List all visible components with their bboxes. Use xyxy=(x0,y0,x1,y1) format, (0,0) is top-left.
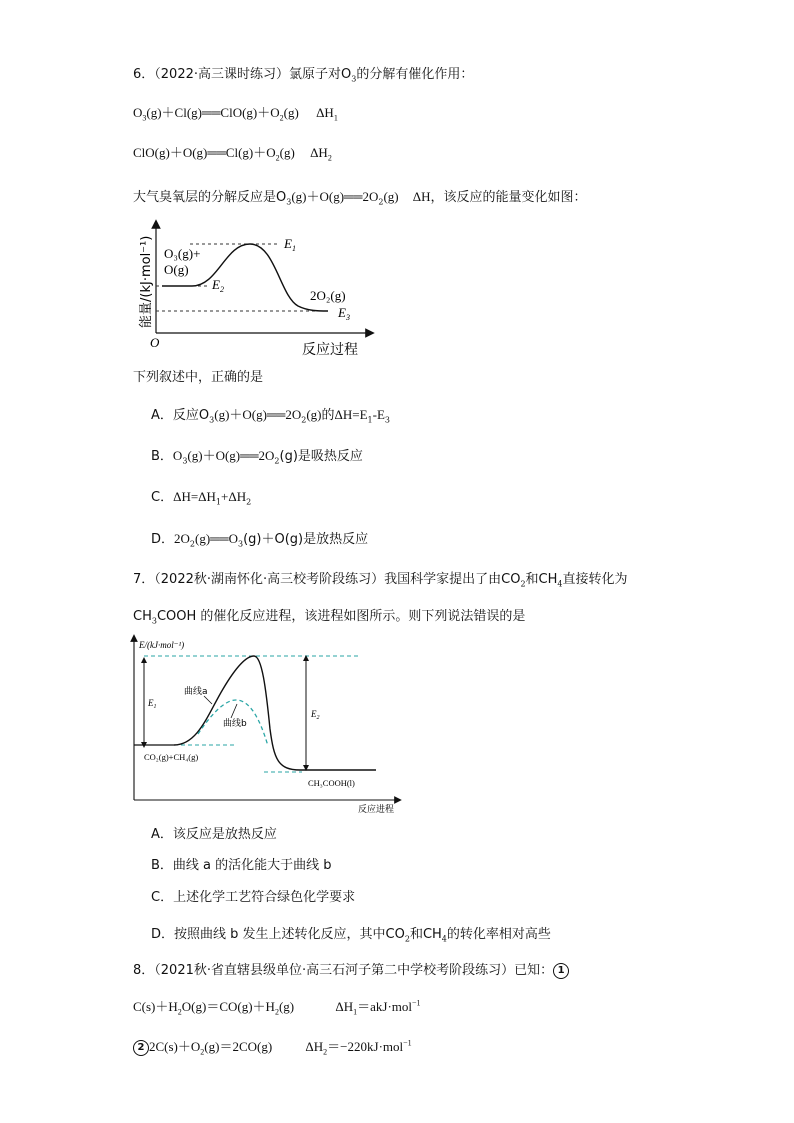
q6-e3-label: $E_3$ xyxy=(338,305,350,322)
q7-curve-a xyxy=(174,656,376,770)
q7-curve-b-pointer xyxy=(231,704,237,718)
q7-stem-line-2: $CH_3COOH$ 的催化反应进程，该进程如图所示。则下列说法错误的是 xyxy=(133,609,526,626)
q6-e1-label: $E_1$ xyxy=(284,236,296,253)
q6-product-label: 2O₂(g) xyxy=(310,288,346,303)
q6-reactant-label-2: O(g) xyxy=(164,262,189,277)
q7-xlabel: 反应进程 xyxy=(358,805,395,815)
q7-ylabel: E/(kJ·mol⁻¹) xyxy=(139,640,185,650)
q7-curve-b-label: 曲线b xyxy=(223,719,247,729)
q6-xlabel: 反应过程 xyxy=(302,342,358,358)
q7-option-c[interactable]: C．上述化学工艺符合绿色化学要求 xyxy=(151,890,356,905)
q7-stem-line-1: 7．（2022秋·湖南怀化·高三校考阶段练习）我国科学家提出了由$CO_2$和$CH_4$直接转化为 xyxy=(133,572,628,589)
q7-reactants-label: CO₂(g)+CH₄(g) xyxy=(144,752,199,762)
q8-equation-2: 2 $2C(s)+O_2(g)=2CO(g)$ $\Delta H_2=-220kJ\cdot mol^{-1}$ xyxy=(133,1037,412,1057)
q7-option-d[interactable]: D．按照曲线 b 发生上述转化反应，其中$CO_2$和$CH_4$的转化率相对高些 xyxy=(151,927,551,944)
q7-curve-a-label: 曲线a xyxy=(184,687,208,697)
circled-one-marker: 1 xyxy=(553,963,569,979)
q6-reactant-label-1: O₃(g)+ xyxy=(164,246,201,261)
q6-stem: 6．（2022·高三课时练习）氯原子对$O_3$的分解有催化作用： xyxy=(133,67,474,84)
circled-two-marker: 2 xyxy=(133,1040,149,1056)
q6-ylabel: 能量/(kJ·mol⁻¹) xyxy=(139,235,154,328)
q8-stem: 8．（2021秋·省直辖县级单位·高三石河子第二中学校考阶段练习）已知： 1 xyxy=(133,961,569,981)
q6-option-d[interactable]: D．$2O_2(g)══O_3(g)+O(g)$是放热反应 xyxy=(151,531,369,549)
q7-curve-a-pointer xyxy=(204,696,212,704)
q6-e2-label: $E_2$ xyxy=(212,277,224,294)
q6-option-a[interactable]: A．反应$O_3(g)+O(g)══2O_2(g)$的$\Delta H=E_1-E_3$ xyxy=(151,407,390,425)
q7-e2-label: $E_2$ xyxy=(311,709,320,721)
q6-option-c[interactable]: C．$\Delta H=\Delta H_1+\Delta H_2$ xyxy=(151,489,252,507)
q6-intro: 大气臭氧层的分解反应是$O_3(g)+O(g)══2O_2(g)$ ΔH，该反应的能量变化如图： xyxy=(133,189,587,207)
q7-e1-label: $E_1$ xyxy=(148,698,157,710)
q6-energy-diagram xyxy=(130,218,380,360)
q7-option-b[interactable]: B．曲线 a 的活化能大于曲线 b xyxy=(151,858,332,873)
q7-energy-diagram xyxy=(128,634,408,816)
q6-equation-1: $O_3(g)+Cl(g)══ClO(g)+O_2(g)$ $\Delta H_1$ xyxy=(133,105,338,123)
q6-prompt: 下列叙述中，正确的是 xyxy=(133,370,264,385)
q7-product-label: CH₃COOH(l) xyxy=(308,778,355,788)
q6-option-b[interactable]: B．$O_3(g)+O(g)══2O_2(g)$是吸热反应 xyxy=(151,448,363,466)
q6-equation-2: $ClO(g)+O(g)══Cl(g)+O_2(g)$ $\Delta H_2$ xyxy=(133,145,332,163)
q7-option-a[interactable]: A．该反应是放热反应 xyxy=(151,827,277,842)
q8-equation-1: $C(s)+H_2O(g)=CO(g)+H_2(g)$ $\Delta H_1=akJ\cdot mol^{-1}$ xyxy=(133,998,421,1017)
q6-origin-label: O xyxy=(150,335,160,350)
